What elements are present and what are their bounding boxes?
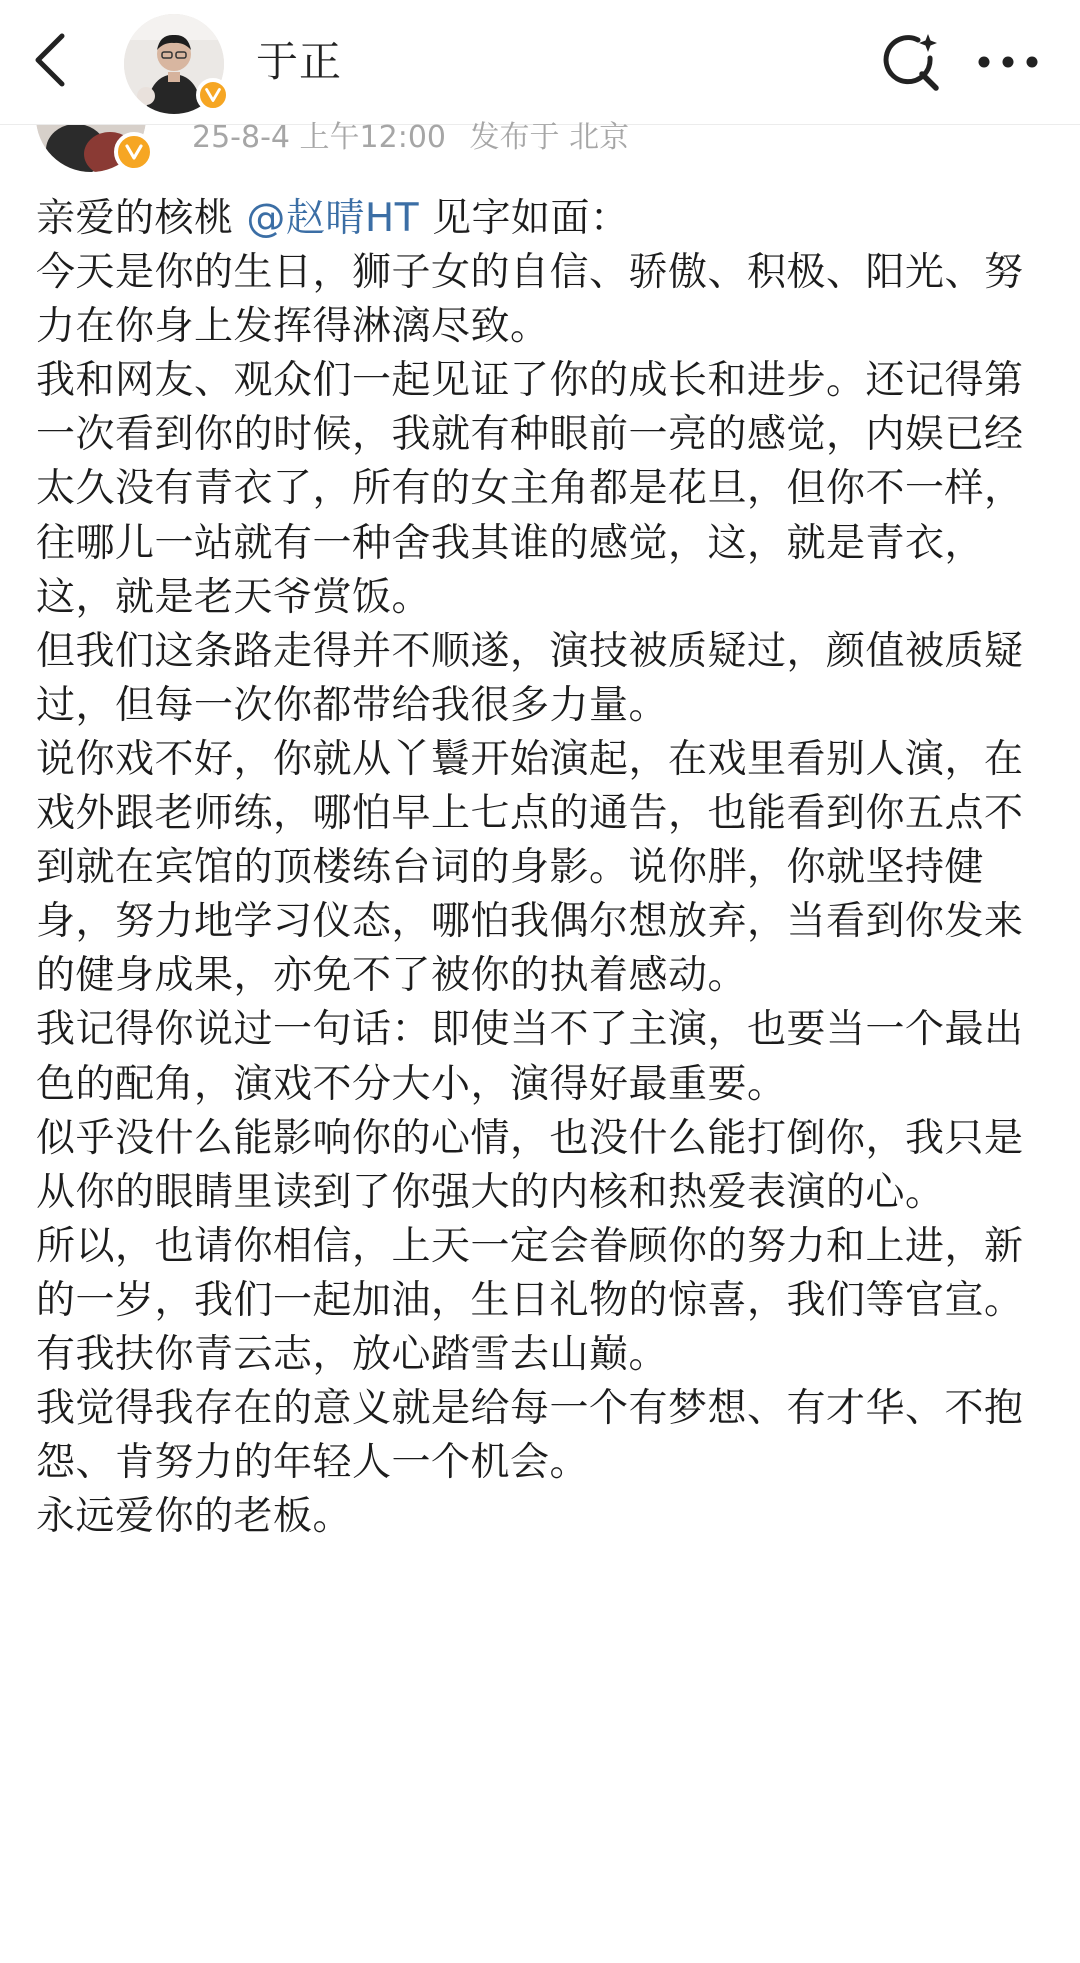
post-paragraph: 所以，也请你相信，上天一定会眷顾你的努力和上进，新的一岁，我们一起加油，生日礼物的惊喜，我们等官宣。 [36,1223,1024,1323]
more-options-button[interactable] [972,44,1044,80]
mention-link[interactable]: @赵晴HT [246,196,420,241]
chevron-left-icon [22,28,82,92]
post-intro [36,192,1040,246]
verified-badge-icon [196,78,230,112]
post-paragraph: 似乎没什么能影响你的心情，也没什么能打倒你，我只是从你的眼睛里读到了你强大的内核和热爱表演的心。 [36,1115,1024,1215]
post-content [36,192,1040,1544]
author-name[interactable]: 于正 [256,37,343,86]
post-paragraph: 我记得你说过一句话：即使当不了主演，也要当一个最出色的配角，演戏不分大小，演得好最重要。 [36,1007,1024,1107]
search-button[interactable] [874,26,946,98]
search-sparkle-icon [874,26,946,98]
post-paragraph: 但我们这条路走得并不顺遂，演技被质疑过，颜值被质疑过，但每一次你都带给我很多力量。 [36,628,1024,728]
post-paragraph: 永远爱你的老板。 [36,1494,353,1540]
post-date: 25-8-4 上午12:00 [192,120,446,155]
verified-badge-icon [114,132,154,172]
intro-text: 见字如面： [419,196,630,241]
post-paragraph: 我和网友、观众们一起见证了你的成长和进步。还记得第一次看到你的时候，我就有种眼前一亮的感觉，内娱已经太久没有青衣了，所有的女主角都是花旦，但你不一样，往哪儿一站就有一种舍我其谁的感觉，这，就是青衣，这，就是老天爷赏饭。 [36,358,1024,620]
more-dots-icon [972,44,1044,80]
post-meta [192,118,643,158]
top-navigation-bar [0,0,1080,125]
post-location: 发布于 北京 [469,120,630,155]
post-paragraph: 今天是你的生日，狮子女的自信、骄傲、积极、阳光、努力在你身上发挥得淋漓尽致。 [36,250,1024,350]
nav-author-avatar[interactable] [124,14,224,114]
post-paragraph: 有我扶你青云志，放心踏雪去山巅。 [36,1331,669,1377]
back-button[interactable] [22,28,82,92]
intro-text: 亲爱的核桃 [36,196,247,241]
post-paragraph: 我觉得我存在的意义就是给每一个有梦想、有才华、不抱怨、肯努力的年轻人一个机会。 [36,1386,1024,1486]
post-paragraph: 说你戏不好，你就从丫鬟开始演起，在戏里看别人演，在戏外跟老师练，哪怕早上七点的通告，也能看到你五点不到就在宾馆的顶楼练台词的身影。说你胖，你就坚持健身，努力地学习仪态，哪怕我偶尔想放弃，当看到你发来的健身成果，亦免不了被你的执着感动。 [36,736,1024,999]
